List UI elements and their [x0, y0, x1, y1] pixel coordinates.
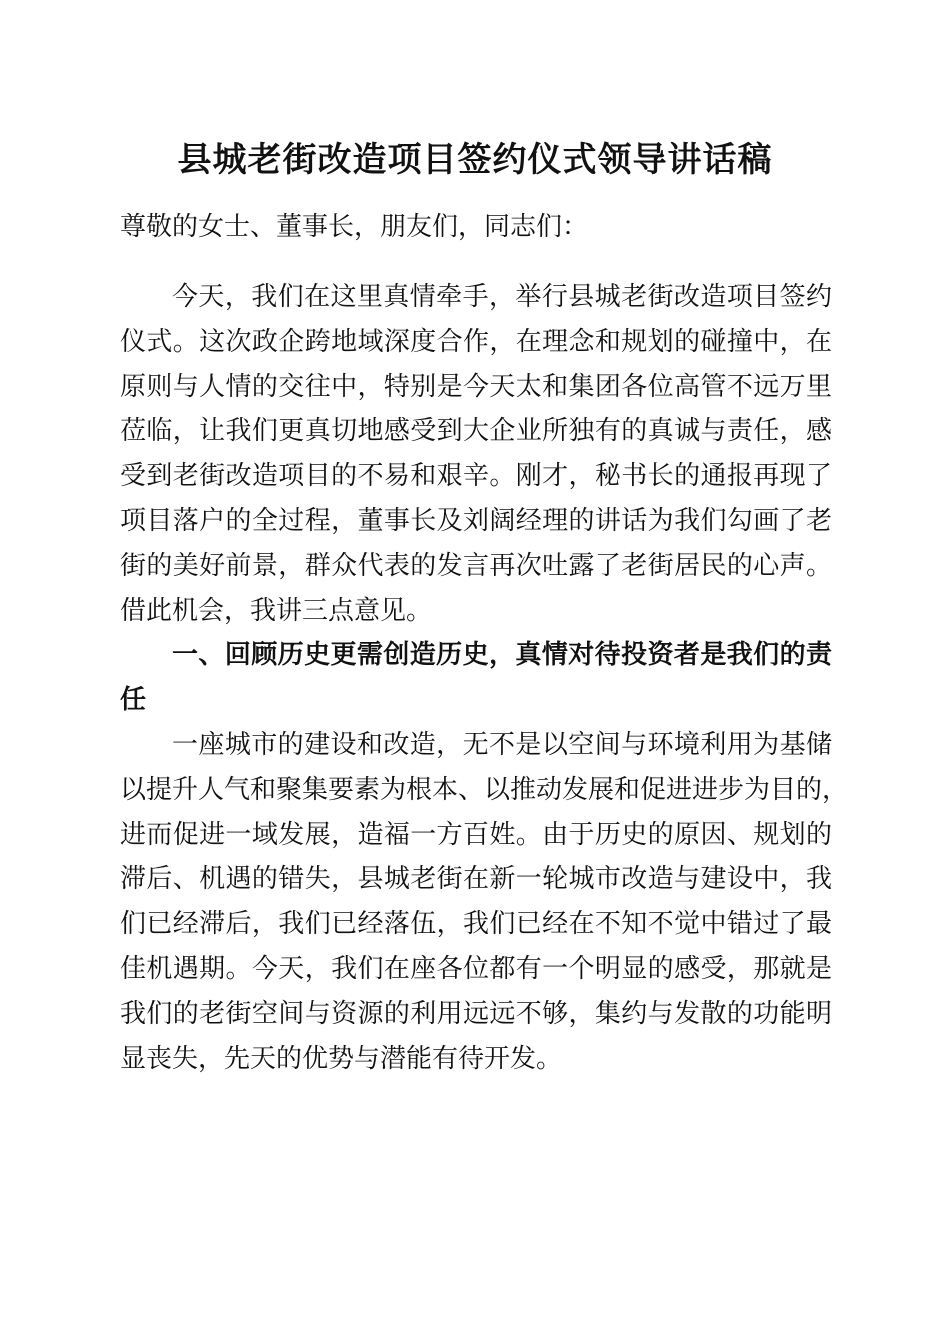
paragraph-line: 进而促进一域发展，造福一方百姓。由于历史的原因、规划的 — [120, 819, 832, 850]
paragraph-intro — [120, 275, 849, 1081]
paragraph-line: 项目落户的全过程，董事长及刘阔经理的讲话为我们勾画了老 — [120, 505, 832, 536]
paragraph-line: 们已经滞后，我们已经落伍，我们已经在不知不觉中错过了最 — [120, 909, 832, 940]
paragraph-line: 街的美好前景，群众代表的发言再次吐露了老街居民的心声。 — [120, 550, 832, 581]
paragraph-line: 佳机遇期。今天，我们在座各位都有一个明显的感受，那就是 — [120, 953, 832, 984]
paragraph-line: 莅临，让我们更真切地感受到大企业所独有的真诚与责任，感 — [120, 416, 832, 447]
paragraph-line: 借此机会，我讲三点意见。 — [120, 595, 433, 626]
salutation — [120, 205, 832, 250]
section-heading-line: 任 — [120, 685, 147, 716]
paragraph-line: 一座城市的建设和改造，无不是以空间与环境利用为基储 — [172, 729, 832, 760]
paragraph-line: 滞后、机遇的错失，县城老街在新一轮城市改造与建设中，我 — [120, 864, 832, 895]
paragraph-line: 我们的老街空间与资源的利用远远不够，集约与发散的功能明 — [120, 998, 832, 1029]
paragraph-line: 今天，我们在这里真情牵手，举行县城老街改造项目签约 — [172, 282, 832, 312]
document-title: 县城老街改造项目签约仪式领导讲话稿 — [177, 140, 773, 180]
paragraph-line: 原则与人情的交往中，特别是今天太和集团各位高管不远万里 — [120, 371, 832, 402]
salutation-line: 尊敬的女士、董事长，朋友们，同志们： — [120, 212, 589, 242]
section-heading-line: 一、回顾历史更需创造历史，真情对待投资者是我们的责 — [172, 640, 832, 671]
paragraph-line: 显丧失，先天的优势与潜能有待开发。 — [120, 1043, 563, 1074]
paragraph-line: 以提升人气和聚集要素为根本、以推动发展和促进进步为目的， — [120, 774, 849, 805]
paragraph-line: 受到老街改造项目的不易和艰辛。刚才，秘书长的通报再现了 — [120, 461, 832, 492]
paragraph-line: 仪式。这次政企跨地域深度合作，在理念和规划的碰撞中，在 — [120, 326, 832, 357]
